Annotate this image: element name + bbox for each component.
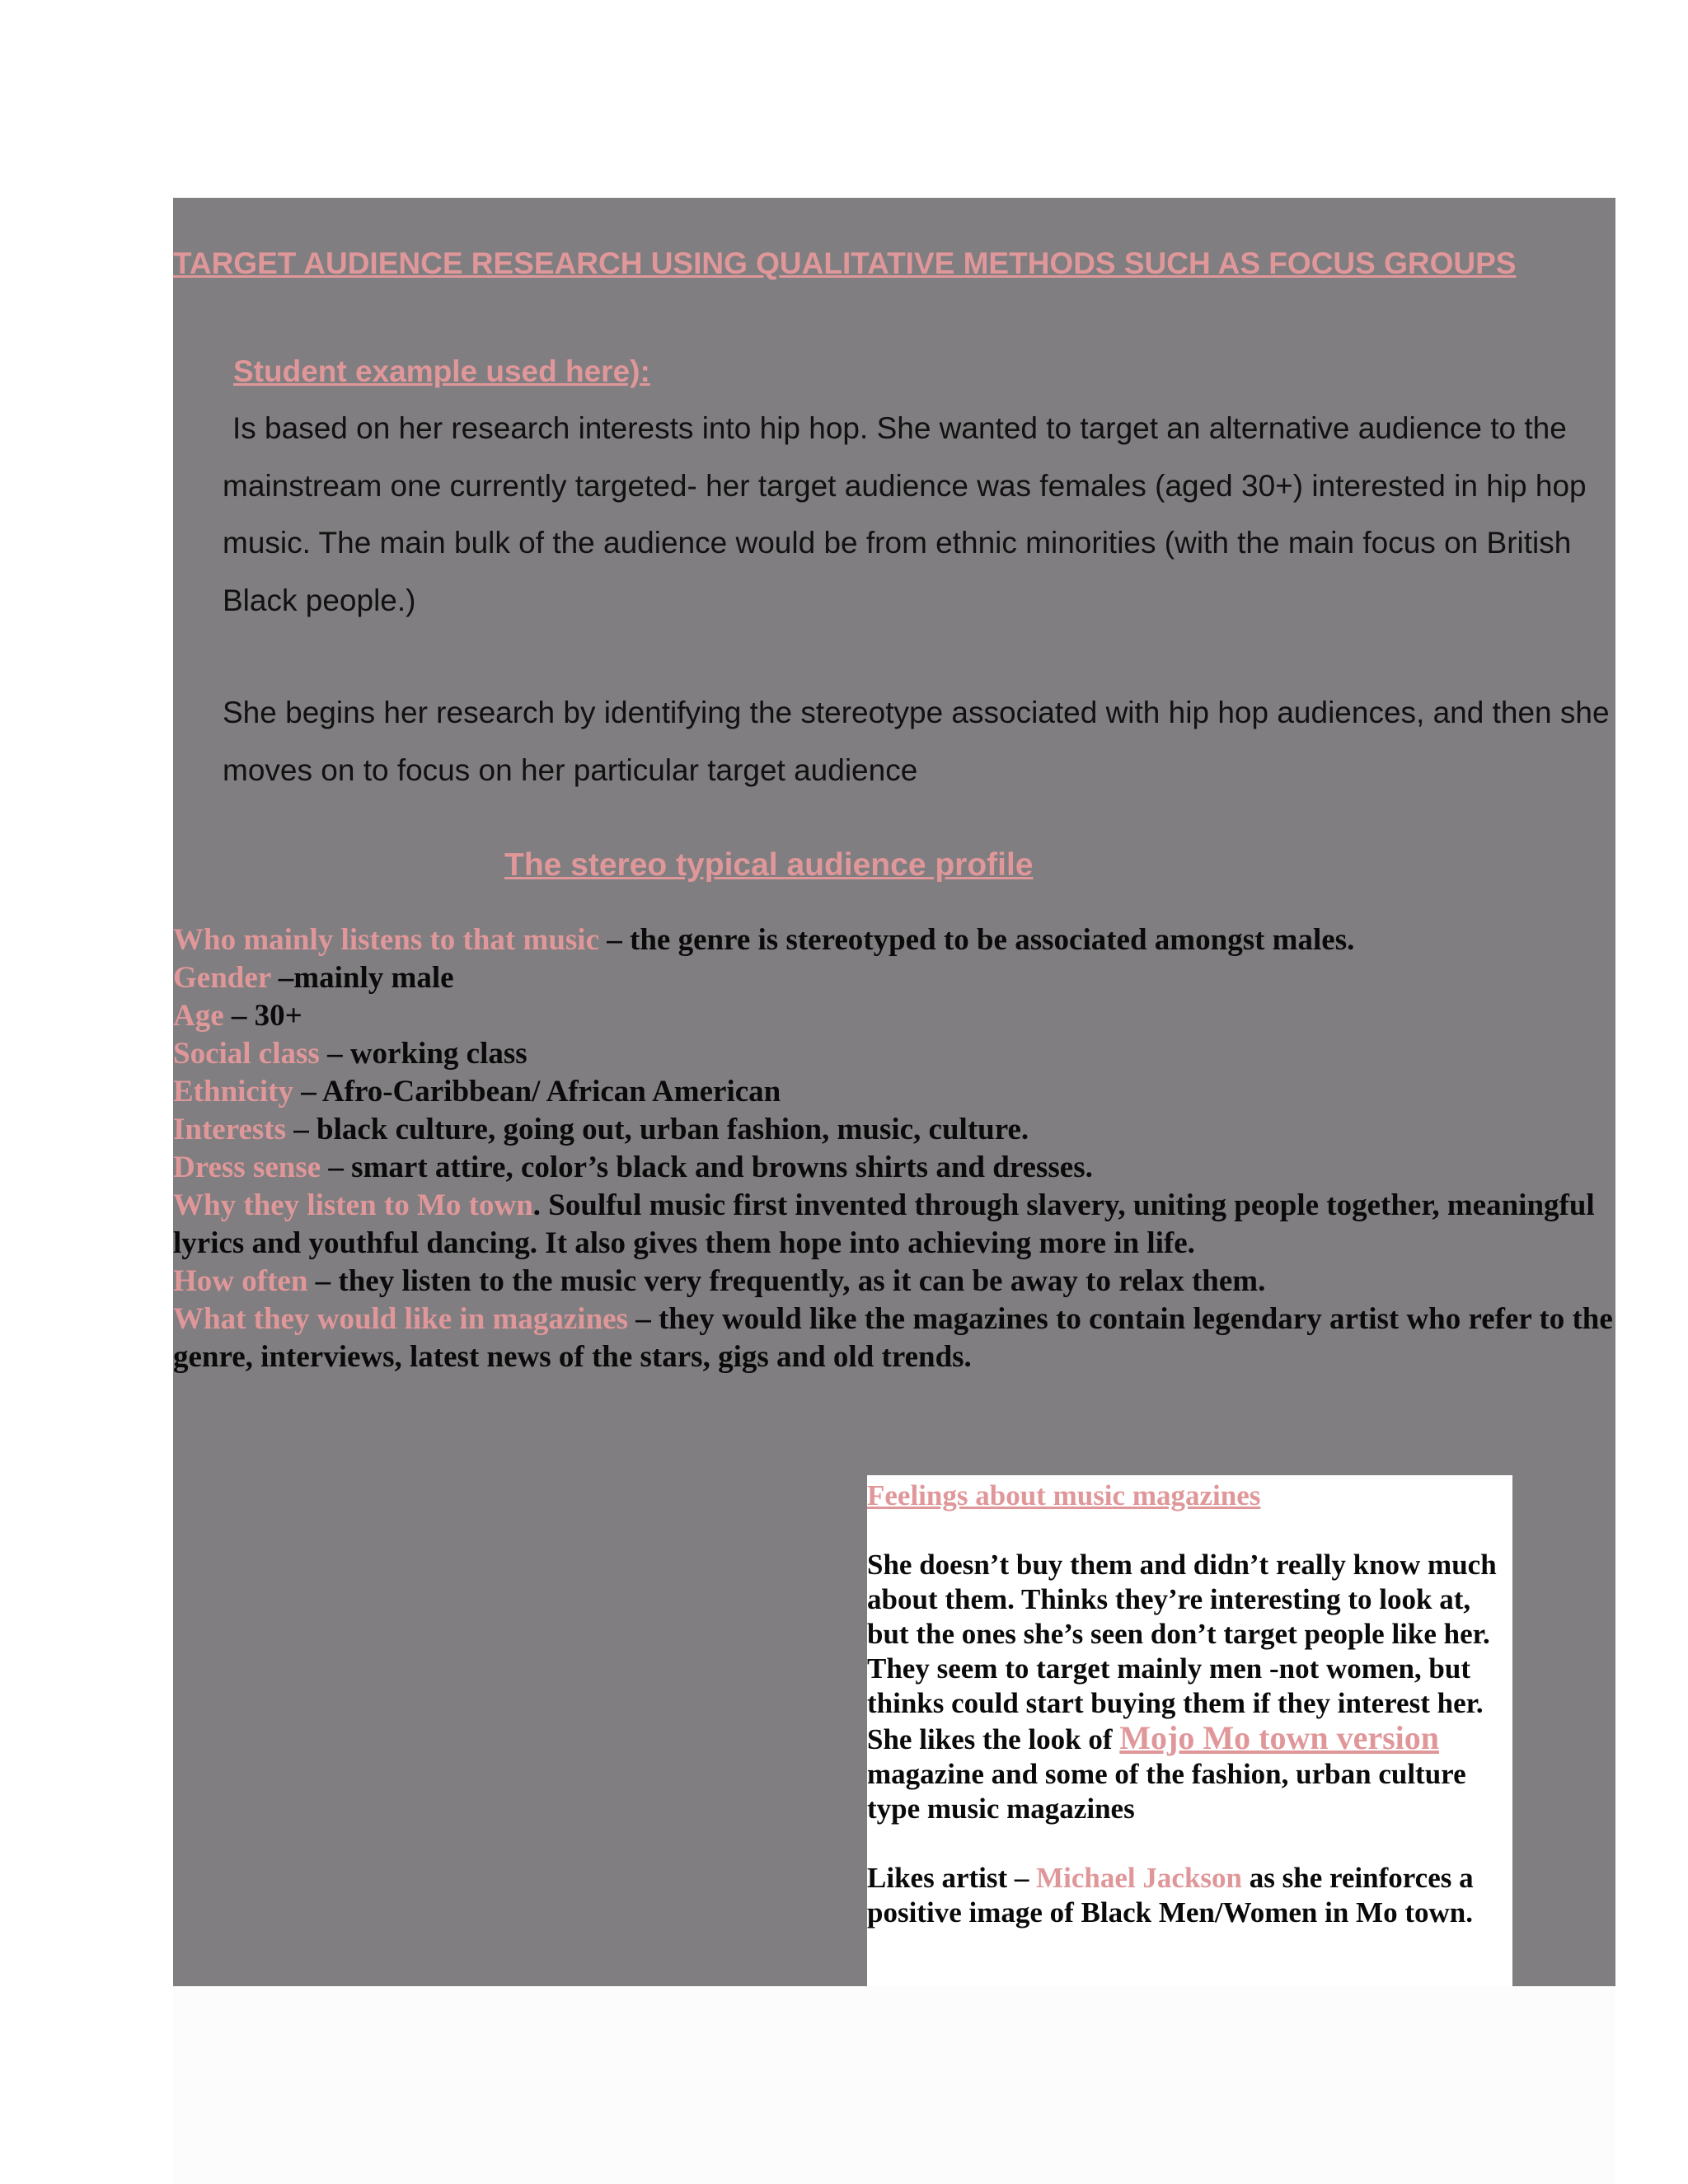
profile-item-magazine-wants xyxy=(173,1301,1615,1376)
profile-item-social-class xyxy=(173,1035,1615,1073)
profile-text: – working class xyxy=(319,1037,528,1071)
profile-label: Gender xyxy=(173,961,271,995)
artist-paragraph xyxy=(867,1861,1512,1930)
intro-paragraph xyxy=(223,400,1615,629)
page-title: TARGET AUDIENCE RESEARCH USING QUALITATIVE METHODS SUCH AS FOCUS GROUPS xyxy=(173,246,1517,280)
lower-page-area xyxy=(173,1986,1615,2184)
likes-paragraph xyxy=(867,1721,1512,1826)
profile-label: Social class xyxy=(173,1037,320,1071)
mojo-motown-link[interactable]: Mojo Mo town version xyxy=(1119,1719,1440,1756)
spacer xyxy=(867,1513,1512,1548)
profile-text: – smart attire, color’s black and browns shirts and dresses. xyxy=(321,1151,1093,1184)
profile-text: – the genre is stereotyped to be associated amongst males. xyxy=(599,923,1355,957)
likes-suffix: magazine and some of the fashion, urban culture type music magazines xyxy=(867,1758,1466,1825)
artist-suffix: as she reinforces a positive image of Black Men/Women in Mo town. xyxy=(867,1862,1474,1929)
profile-item-interests xyxy=(173,1111,1615,1149)
profile-text: – 30+ xyxy=(223,999,302,1033)
profile-label: Why they listen to Mo town xyxy=(173,1188,533,1222)
profile-item-gender xyxy=(173,959,1615,997)
second-paragraph: She begins her research by identifying the stereotype associated with hip hop audiences, and then she moves on to focus on her particular target audience xyxy=(223,696,1610,787)
feelings-about-magazines-box xyxy=(867,1475,1512,1986)
profile-item-how-often xyxy=(173,1263,1615,1301)
profile-item-age xyxy=(173,997,1615,1035)
artist-prefix: Likes artist – xyxy=(867,1862,1037,1894)
feelings-heading: Feelings about music magazines xyxy=(867,1479,1261,1511)
profile-text: – black culture, going out, urban fashion, music, culture. xyxy=(286,1113,1029,1146)
profile-item-ethnicity xyxy=(173,1073,1615,1111)
profile-item-why-listen xyxy=(173,1187,1615,1263)
profile-item-dress-sense xyxy=(173,1149,1615,1187)
spacer xyxy=(867,1826,1512,1861)
profile-label: Interests xyxy=(173,1113,287,1146)
profile-item-who-listens xyxy=(173,921,1615,959)
profile-text: – they listen to the music very frequently, as it can be away to relax them. xyxy=(307,1264,1266,1298)
profile-label: What they would like in magazines xyxy=(173,1302,628,1336)
profile-label: Who mainly listens to that music xyxy=(173,923,600,957)
profile-label: Age xyxy=(173,999,224,1033)
profile-text: – they would like the magazines to contain legendary artist who refer to the genre, interviews, latest news of the stars, gigs and old trends. xyxy=(173,1302,1613,1374)
profile-label: How often xyxy=(173,1264,308,1298)
intro-paragraph-text: Is based on her research interests into hip hop. She wanted to target an alternative audience to the mainstream one currently targeted- her target audience was females (aged 30+) interested in hip hop music. The main bulk of the audience would be from ethnic minorities (with the main focus on British Black people.) xyxy=(223,411,1587,617)
feelings-paragraph: She doesn’t buy them and didn’t really know much about them. Thinks they’re interesting to look at, but the ones she’s seen don’t target people like her. They seem to target mainly men -not women, but thinks could start buying them if they interest her. xyxy=(867,1549,1497,1719)
stereotypical-profile-heading: The stereo typical audience profile xyxy=(504,847,1034,883)
profile-label: Dress sense xyxy=(173,1151,321,1184)
audience-profile-list xyxy=(173,921,1615,1376)
profile-text: –mainly male xyxy=(270,961,454,995)
student-example-heading: Student example used here): xyxy=(233,354,650,388)
profile-text: – Afro-Caribbean/ African American xyxy=(293,1075,781,1108)
profile-text: . Soulful music first invented through slavery, uniting people together, meaningful lyrics and youthful dancing. It also gives them hope into achieving more in life. xyxy=(173,1188,1595,1260)
artist-name: Michael Jackson xyxy=(1036,1862,1242,1894)
likes-prefix: She likes the look of xyxy=(867,1723,1120,1755)
profile-label: Ethnicity xyxy=(173,1075,293,1108)
